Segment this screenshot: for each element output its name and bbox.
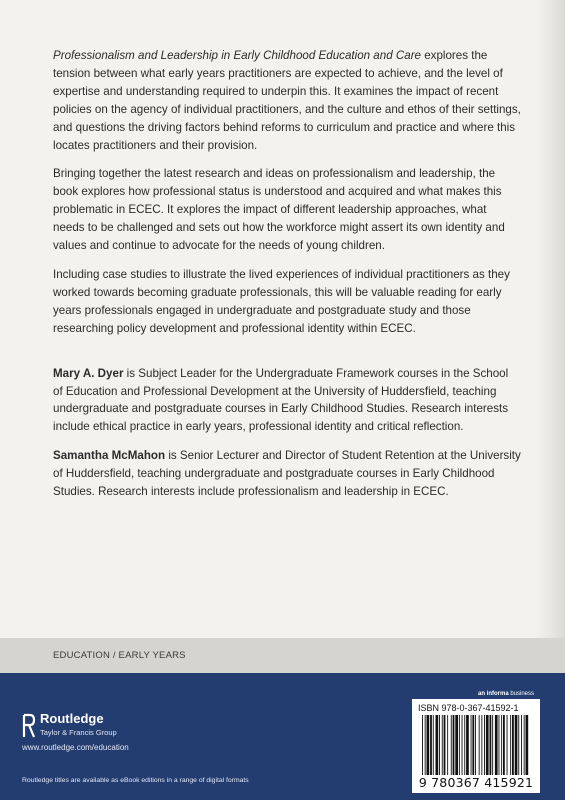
publisher-group: Taylor & Francis Group xyxy=(40,728,117,737)
blurb xyxy=(53,47,521,512)
description-paragraph-1 xyxy=(53,47,521,154)
author-name: Samantha McMahon xyxy=(53,449,166,463)
ebook-note: Routledge titles are available as eBook editions in a range of digital formats xyxy=(22,777,249,784)
publisher-url[interactable]: www.routledge.com/education xyxy=(22,743,129,752)
author-bio-2 xyxy=(53,447,521,501)
description-text: explores the tension between what early years practitioners are expected to achieve, and the level of expertise and understanding required to underpin this. It examines the impact of recent policies on the agency of individual practitioners, and the culture and ethos of their settings, and questions the driving factors behind reforms to curriculum and practice and where this locates practitioners and their provision. xyxy=(53,49,521,152)
barcode-panel xyxy=(412,699,540,793)
publisher-name: Routledge xyxy=(40,711,104,726)
publisher-footer xyxy=(0,673,565,800)
subject-band xyxy=(0,638,565,673)
routledge-logo-icon xyxy=(22,713,36,739)
barcode-icon xyxy=(418,715,534,775)
author-bio-text: is Subject Leader for the Undergraduate Framework courses in the School of Education and Professional Development at the University of Huddersfield, teaching undergraduate and postgraduate courses in Early Childhood Studies. Research interests include ethical practice in early years, professional identity and critical reflection. xyxy=(53,366,509,434)
subject-category: EDUCATION / EARLY YEARS xyxy=(53,650,186,661)
book-title: Professionalism and Leadership in Early Childhood Education and Care xyxy=(53,49,421,62)
description-paragraph-3: Including case studies to illustrate the lived experiences of individual practitioners as they worked towards becoming graduate professionals, this will be valuable reading for early years professionals engaged in undergraduate and postgraduate study and those researching policy development and professional identity within ECEC. xyxy=(53,267,510,335)
author-bio-1 xyxy=(53,365,521,437)
informa-tagline: an informa business xyxy=(478,691,535,697)
author-name: Mary A. Dyer xyxy=(53,366,124,380)
spine-shadow xyxy=(537,0,565,640)
isbn-label: ISBN 978-0-367-41592-1 xyxy=(418,703,519,713)
author-bio-text: is Senior Lecturer and Director of Student Retention at the University of Huddersfield, teaching undergraduate and postgraduate courses in Early Childhood Studies. Research interests include professionalism and leadership in ECEC. xyxy=(53,449,521,499)
ean-digits: 9 780367 415921 xyxy=(418,775,534,790)
description-paragraph-2: Bringing together the latest research and ideas on professionalism and leadership, the book explores how professional status is understood and acquired and what makes this problematic in ECEC. It explores the impact of different leadership approaches, what needs to be challenged and sets out how the workforce might assert its own identity and values and continue to advocate for the needs of young children. xyxy=(53,167,505,253)
